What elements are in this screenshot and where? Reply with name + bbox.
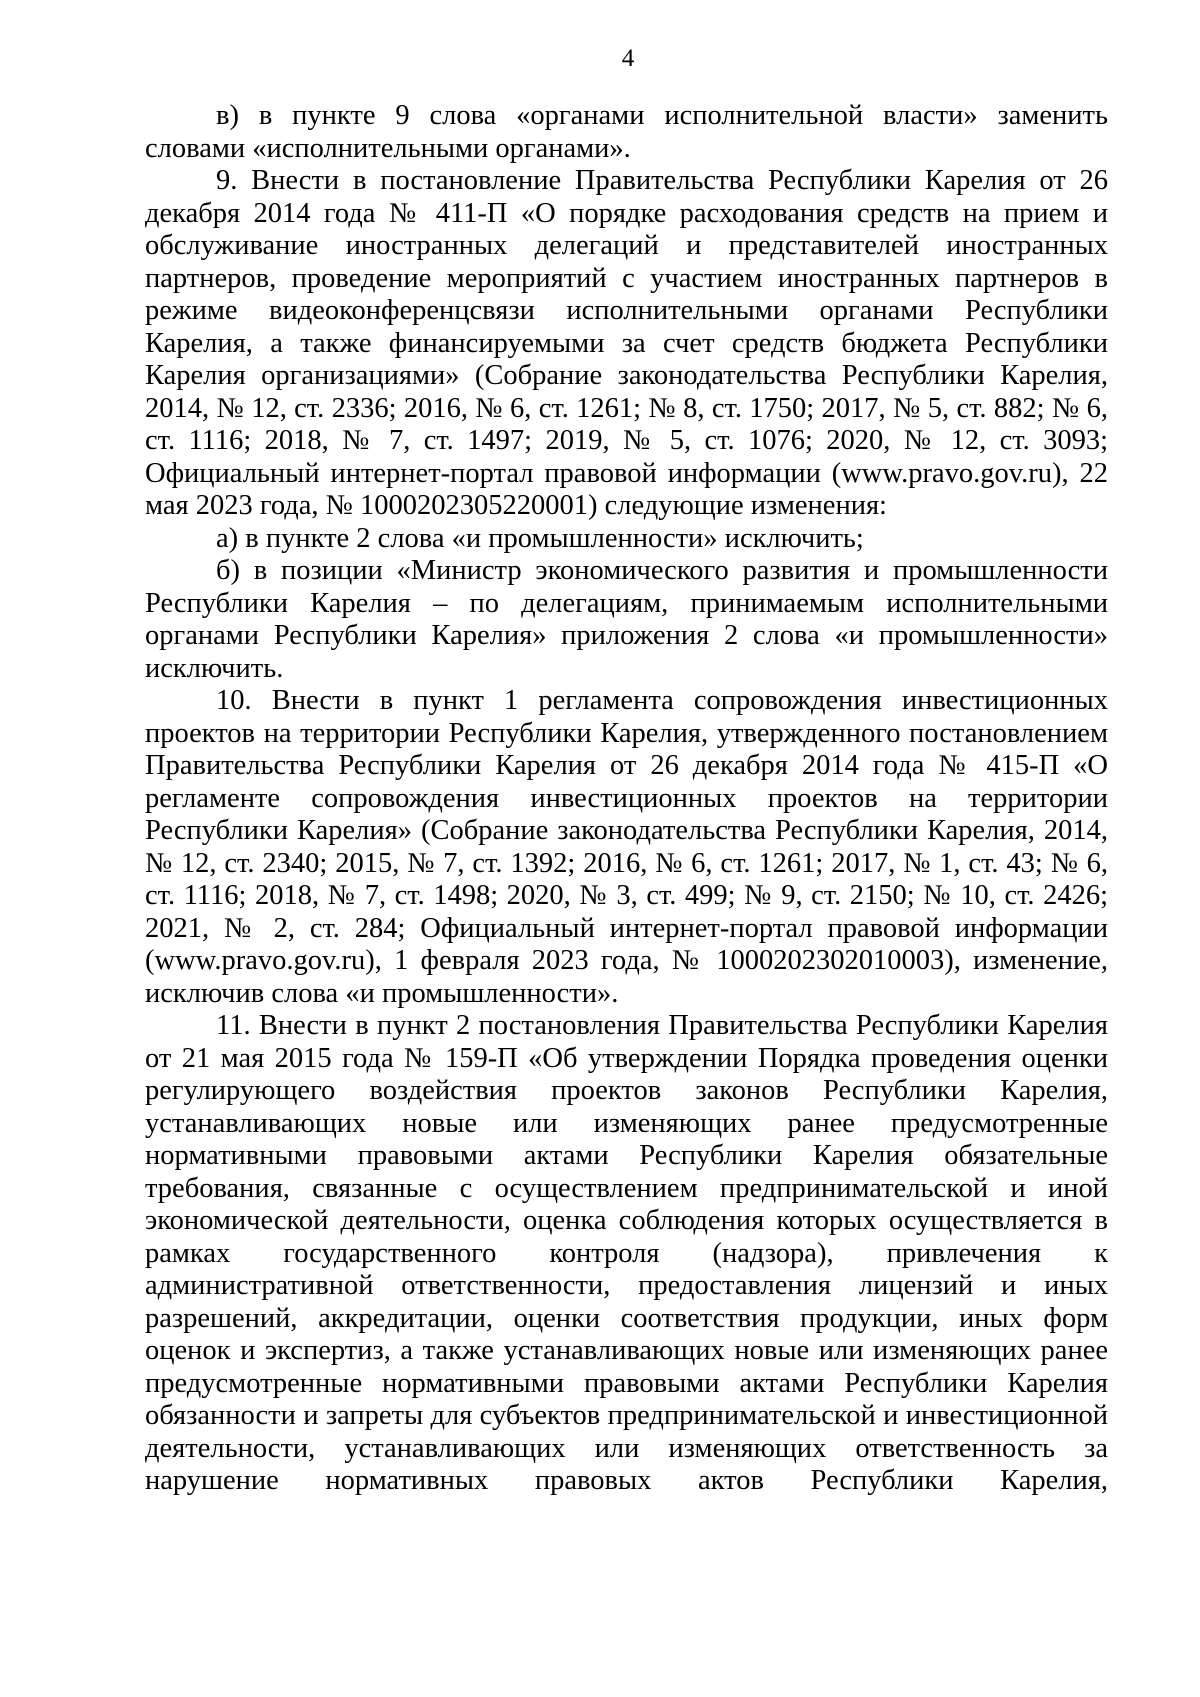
paragraph-item-9-subitem-b: б) в позиции «Министр экономического развития и промышленности Республики Карелия – по делегациям, принимаемым исполнительными органами Республики Карелия» приложения 2 слова «и промышленности» исключить. [145,555,1108,684]
page-number: 4 [621,45,635,72]
paragraph-item-11: 11. Внести в пункт 2 постановления Правительства Республики Карелия от 21 мая 2015 года № 159-П «Об утверждении Порядка проведения оценки регулирующего воздействия проектов законов Республики Карелия, устанавливающих новые или изменяющих ранее предусмотренные нормативными правовыми актами Республики Карелия обязательные требования, связанные с осуществлением предпринимательской и иной экономической деятельности, оценка соблюдения которых осуществляется в рамках государственного контроля (надзора), привлечения к административной ответственности, предоставления лицензий и иных разрешений, аккредитации, оценки соответствия продукции, иных форм оценок и экспертиз, а также устанавливающих новые или изменяющих ранее предусмотренные нормативными правовыми актами Республики Карелия обязанности и запреты для субъектов предпринимательской и инвестиционной деятельности, устанавливающих или изменяющих ответственность за нарушение нормативных правовых актов Республики Карелия, [145,1010,1108,1496]
paragraph-item-10: 10. Внести в пункт 1 регламента сопровождения инвестиционных проектов на территории Республики Карелия, утвержденного постановлением Правительства Республики Карелия от 26 декабря 2014 года № 415-П «О регламенте сопровождения инвестиционных проектов на территории Республики Карелия» (Собрание законодательства Республики Карелия, 2014, № 12, ст. 2340; 2015, № 7, ст. 1392; 2016, № 6, ст. 1261; 2017, № 1, ст. 43; № 6, ст. 1116; 2018, № 7, ст. 1498; 2020, № 3, ст. 499; № 9, ст. 2150; № 10, ст. 2426; 2021, № 2, ст. 284; Официальный интернет-портал правовой информации (www.pravo.gov.ru), 1 февраля 2023 года, № 1000202302010003), изменение, исключив слова «и промышленности». [145,685,1108,1009]
paragraph-subitem-v: в) в пункте 9 слова «органами исполнительной власти» заменить словами «исполнительными органами». [145,100,1108,164]
document-body [145,100,1108,1498]
paragraph-item-9-subitem-a: а) в пункте 2 слова «и промышленности» исключить; [216,522,864,554]
paragraph-item-9: 9. Внести в постановление Правительства Республики Карелия от 26 декабря 2014 года № 411-П «О порядке расходования средств на прием и обслуживание иностранных делегаций и представителей иностранных партнеров, проведение мероприятий с участием иностранных партнеров в режиме видеоконференцсвязи исполнительными органами Республики Карелия, а также финансируемыми за счет средств бюджета Республики Карелия организациями» (Собрание законодательства Республики Карелия, 2014, № 12, ст. 2336; 2016, № 6, ст. 1261; № 8, ст. 1750; 2017, № 5, ст. 882; № 6, ст. 1116; 2018, № 7, ст. 1497; 2019, № 5, ст. 1076; 2020, № 12, ст. 3093; Официальный интернет-портал правовой информации (www.pravo.gov.ru), 22 мая 2023 года, № 1000202305220001) следующие изменения: [145,165,1108,521]
